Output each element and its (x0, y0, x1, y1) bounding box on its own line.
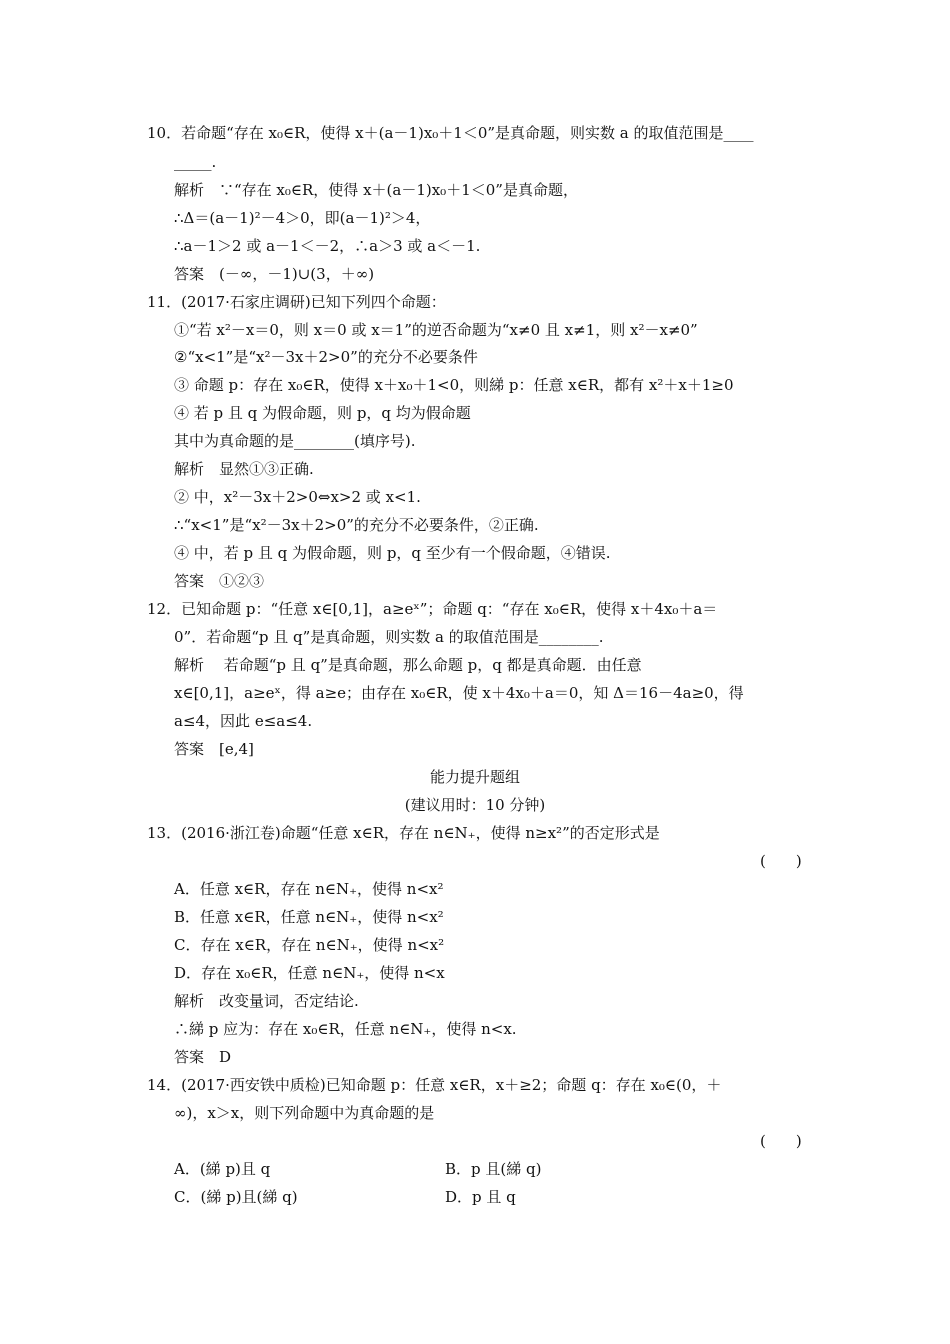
q14-paren: ( ) (760, 1132, 802, 1150)
q14-option-b: B．p 且(綈 q) (445, 1160, 542, 1178)
q12-stem-line2: 0”．若命题“p 且 q”是真命题，则实数 a 的取值范围是________. (174, 628, 604, 646)
q10-stem-line1: 10．若命题“存在 x₀∈R，使得 x＋(a－1)x₀＋1＜0”是真命题，则实数 a 的取值范围是____ (147, 124, 754, 142)
q12-analysis-line1: 解析 若命题“p 且 q”是真命题，那么命题 p，q 都是真命题．由任意 (174, 656, 642, 674)
q11-analysis-line4: ④ 中，若 p 且 q 为假命题，则 p，q 至少有一个假命题，④错误. (174, 544, 611, 562)
q13-stem: 13．(2016·浙江卷)命题“任意 x∈R，存在 n∈N₊，使得 n≥x²”的否定形式是 (147, 824, 660, 842)
q12-analysis-line3: a≤4，因此 e≤a≤4. (174, 712, 313, 730)
q14-option-c: C．(綈 p)且(綈 q) (174, 1188, 298, 1206)
q11-analysis-line1: 解析 显然①③正确. (174, 460, 314, 478)
q13-analysis-line1: 解析 改变量词，否定结论. (174, 992, 359, 1010)
q12-analysis-line2: x∈[0,1]，a≥eˣ，得 a≥e；由存在 x₀∈R，使 x＋4x₀＋a＝0，知 Δ＝16－4a≥0，得 (174, 684, 744, 702)
q11-question: 其中为真命题的是________(填序号). (174, 432, 416, 450)
section-time: (建议用时：10 分钟) (404, 796, 546, 814)
q12-stem-line1: 12．已知命题 p：“任意 x∈[0,1]，a≥eˣ”；命题 q：“存在 x₀∈R，使得 x＋4x₀＋a＝ (147, 600, 718, 618)
q11-item3: ③ 命题 p：存在 x₀∈R，使得 x＋x₀＋1<0，则綈 p：任意 x∈R，都有 x²＋x＋1≥0 (174, 376, 734, 394)
q11-stem: 11．(2017·石家庄调研)已知下列四个命题： (147, 293, 446, 311)
q11-analysis-line3: ∴“x<1”是“x²－3x＋2>0”的充分不必要条件，②正确. (174, 516, 539, 534)
q14-option-a: A．(綈 p)且 q (174, 1160, 271, 1178)
q11-analysis-line2: ② 中，x²－3x＋2>0⇔x>2 或 x<1. (174, 488, 421, 506)
q10-analysis-line2: ∴Δ＝(a－1)²－4＞0，即(a－1)²＞4， (174, 209, 431, 227)
q12-answer: 答案 [e,4] (174, 740, 254, 758)
q10-analysis-line1: 解析 ∵“存在 x₀∈R，使得 x＋(a－1)x₀＋1＜0”是真命题， (174, 181, 578, 199)
q13-analysis-line2: ∴綈 p 应为：存在 x₀∈R，任意 n∈N₊，使得 n<x. (174, 1020, 517, 1038)
q10-stem-line2: _____. (174, 153, 217, 171)
q13-option-d: D．存在 x₀∈R，任意 n∈N₊，使得 n<x (174, 964, 445, 982)
q11-item1: ①“若 x²－x＝0，则 x＝0 或 x＝1”的逆否命题为“x≠0 且 x≠1，则 x²－x≠0” (174, 321, 698, 339)
q13-answer: 答案 D (174, 1048, 232, 1066)
q10-answer: 答案 (－∞，－1)∪(3，＋∞) (174, 265, 375, 283)
section-title: 能力提升题组 (429, 768, 520, 786)
q13-option-c: C．存在 x∈R，存在 n∈N₊，使得 n<x² (174, 936, 445, 954)
q11-item4: ④ 若 p 且 q 为假命题，则 p，q 均为假命题 (174, 404, 471, 422)
q13-paren: ( ) (760, 852, 802, 870)
q14-option-d: D．p 且 q (445, 1188, 516, 1206)
q11-item2: ②“x<1”是“x²－3x＋2>0”的充分不必要条件 (174, 348, 478, 366)
q13-option-b: B．任意 x∈R，任意 n∈N₊，使得 n<x² (174, 908, 444, 926)
q13-option-a: A．任意 x∈R，存在 n∈N₊，使得 n<x² (174, 880, 444, 898)
q14-stem-line1: 14．(2017·西安铁中质检)已知命题 p：任意 x∈R，x＋≥2；命题 q：存在 x₀∈(0，＋ (147, 1076, 722, 1094)
q10-analysis-line3: ∴a－1＞2 或 a－1＜－2，∴a＞3 或 a＜－1. (174, 237, 481, 255)
q11-answer: 答案 ①②③ (174, 572, 265, 590)
q14-stem-line2: ∞)，x＞x，则下列命题中为真命题的是 (174, 1104, 435, 1122)
